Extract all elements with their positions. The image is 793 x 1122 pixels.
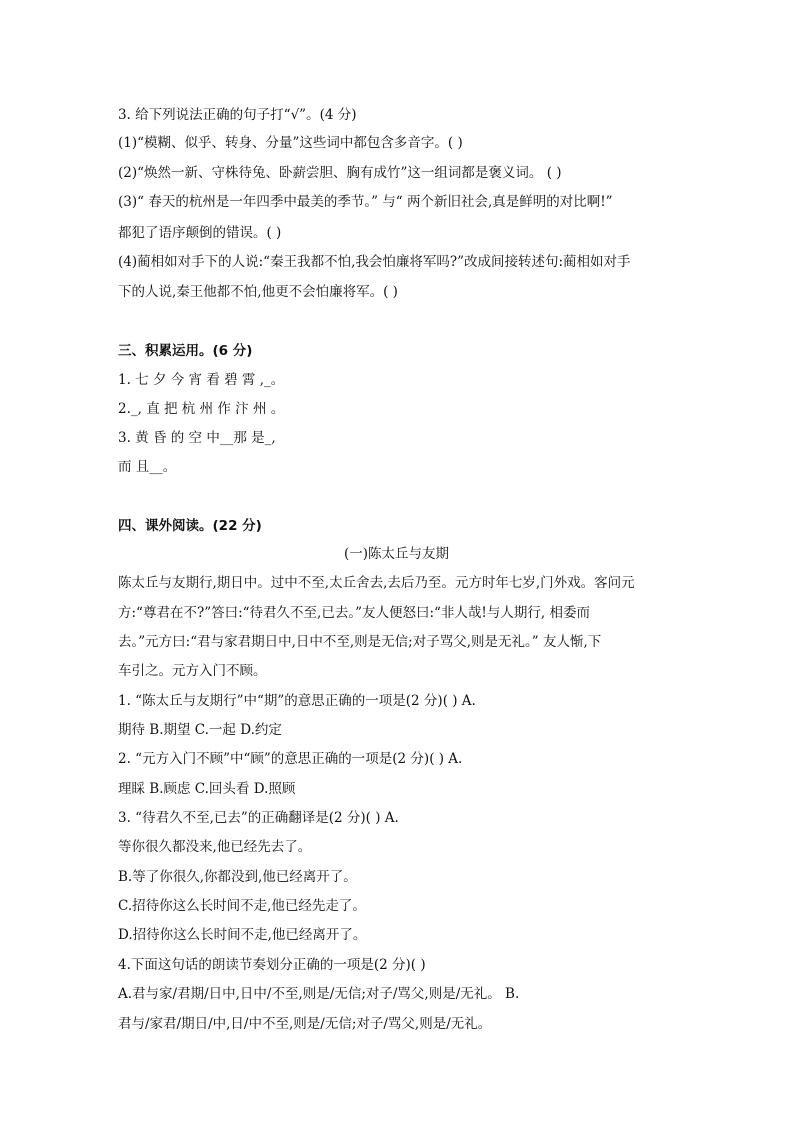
- section-accumulate-heading: 三、积累运用。(6 分): [118, 343, 253, 359]
- passage-line-4: 车引之。元方入门不顾。: [118, 663, 267, 679]
- question-3-option-b: B.等了你很久,你都没到,他已经离开了。: [118, 869, 357, 885]
- question-3-option-a: 等你很久都没来,他已经先去了。: [118, 839, 312, 855]
- passage-line-1: 陈太丘与友期行,期日中。过中不至,太丘舍去,去后乃至。元方时年七岁,门外戏。客问元: [118, 575, 635, 591]
- question-3-option-d: D.招待你这么长时间不走,他已经离开了。: [118, 927, 367, 943]
- judge-item-2: (2)“焕然一新、守株待兔、卧薪尝胆、胸有成竹”这一组词都是褒义词。 ( ): [118, 165, 562, 181]
- accumulate-line-4: 而 且__。: [118, 459, 177, 475]
- question-2-options: 理睬 B.顾虑 C.回头看 D.照顾: [118, 781, 296, 797]
- passage-line-3: 去。”元方曰:“君与家君期日中,日中不至,则是无信;对子骂父,则是无礼。” 友人惭,下: [118, 634, 602, 650]
- judge-item-1: (1)“模糊、似乎、转身、分量”这些词中都包含多音字。( ): [118, 135, 463, 151]
- passage-line-2: 方:“尊君在不?”答曰:“待君久不至,已去。”友人便怒曰:“非人哉!与人期行, 相委而: [118, 605, 590, 621]
- judge-item-3-line-1: (3)“ 春天的杭州是一年四季中最美的季节。” 与“ 两个新旧社会,真是鲜明的对比啊!”: [118, 194, 613, 210]
- judge-item-3-line-2: 都犯了语序颠倒的错误。( ): [118, 225, 282, 241]
- judge-question-title: 3. 给下列说法正确的句子打“√”。(4 分): [118, 107, 357, 123]
- judge-item-4-line-2: 下的人说,秦王他都不怕,他更不会怕廉将军。( ): [118, 284, 398, 300]
- question-4-option-b: 君与/家君/期日/中,日/中不至,则是/无信;对子/骂父,则是/无礼。: [118, 1016, 492, 1032]
- question-4: 4.下面这句话的朗读节奏划分正确的一项是(2 分)( ): [118, 957, 426, 973]
- question-2: 2. “元方入门不顾”中“顾”的意思正确的一项是(2 分)( ) A.: [118, 751, 463, 767]
- question-4-option-a: A.君与家/君期/日中,日中/不至,则是/无信;对子/骂父,则是/无礼。 B.: [118, 986, 520, 1002]
- accumulate-line-3: 3. 黄 昏 的 空 中__那 是_,: [118, 430, 276, 446]
- section-reading-heading: 四、课外阅读。(22 分): [118, 518, 262, 534]
- question-1-options: 期待 B.期望 C.一起 D.约定: [118, 722, 282, 738]
- accumulate-line-1: 1. 七 夕 今 宵 看 碧 霄 ,_。: [118, 372, 285, 388]
- accumulate-line-2: 2._, 直 把 杭 州 作 汴 州 。: [118, 401, 285, 417]
- question-3: 3. “待君久不至,已去”的正确翻译是(2 分)( ) A.: [118, 810, 399, 826]
- question-1: 1. “陈太丘与友期行”中“期”的意思正确的一项是(2 分)( ) A.: [118, 693, 476, 709]
- question-3-option-c: C.招待你这么长时间不走,他已经先走了。: [118, 898, 366, 914]
- passage-title: (一)陈太丘与友期: [343, 546, 450, 562]
- judge-item-4-line-1: (4)蔺相如对手下的人说:“秦王我都不怕,我会怕廉将军吗?”改成间接转述句:蔺相如对手: [118, 254, 631, 270]
